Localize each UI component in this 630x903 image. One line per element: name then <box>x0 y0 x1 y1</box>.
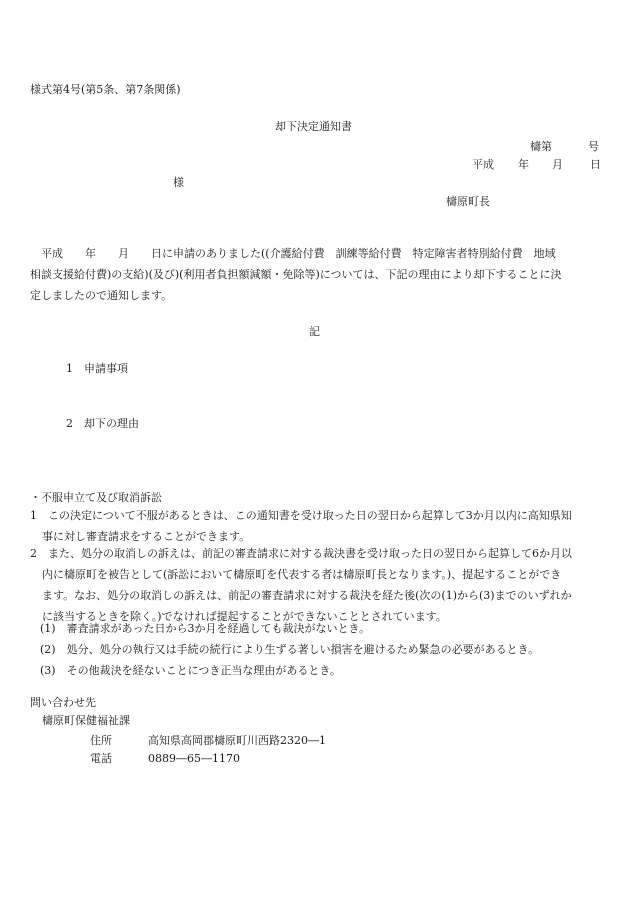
contact-phone-value: 0889―65―1170 <box>148 752 240 765</box>
contact-heading: 問い合わせ先 <box>30 696 96 709</box>
appeal-paragraph-1 <box>30 505 602 547</box>
item-number: 1 <box>66 362 73 375</box>
notice-paragraph <box>30 243 602 306</box>
appeal-line: 事に対し審査請求をすることができます。 <box>42 530 251 543</box>
notice-line: 相談支援給付費)の支給)(及び)(利用者負担額減額・免除等)については、下記の理由により却下することに決 <box>30 268 562 281</box>
date-year-unit: 年 <box>518 158 529 171</box>
item-rejection-reason: 却下の理由 <box>84 417 139 430</box>
contact-address-value: 高知県高岡郡檮原町川西路2320―1 <box>148 734 326 747</box>
document-title: 却下決定通知書 <box>275 120 352 133</box>
contact-department: 檮原町保健福祉課 <box>42 714 130 727</box>
issuer: 檮原町長 <box>446 195 490 208</box>
doc-number-suffix: 号 <box>588 140 599 153</box>
condition-item: (2) 処分、処分の執行又は手続の続行により生ずる著しい損害を避けるため緊急の必要があるとき。 <box>40 643 540 656</box>
appeal-line: 2 また、処分の取消しの訴えは、前記の審査請求に対する裁決書を受け取った日の翌日から起算して6か月以 <box>30 547 572 560</box>
appeal-paragraph-2 <box>30 543 602 627</box>
contact-phone-label: 電話 <box>90 752 112 765</box>
item-application-matter: 申請事項 <box>84 362 128 375</box>
contact-address-label: 住所 <box>90 734 112 747</box>
condition-item: (1) 審査請求があった日から3か月を経過しても裁決がないとき。 <box>40 622 371 635</box>
addressee-suffix: 様 <box>173 176 184 189</box>
ki-heading: 記 <box>309 325 320 338</box>
notice-line: 平成 年 月 日に申請のありました((介護給付費 訓練等給付費 特定障害者特別給付費 地域 <box>30 247 556 260</box>
date-era: 平成 <box>472 158 494 171</box>
appeal-conditions <box>40 618 600 681</box>
appeal-line: に該当するときを除く。)でなければ提起することができないこととされています。 <box>42 610 447 623</box>
appeal-line: ます。なお、処分の取消しの訴えは、前記の審査請求に対する裁決を経た後(次の(1)から(3)までのいずれか <box>42 589 572 602</box>
date-day-unit: 日 <box>590 158 601 171</box>
notice-line: 定しましたので通知します。 <box>30 289 173 302</box>
date-month-unit: 月 <box>552 158 563 171</box>
condition-item: (3) その他裁決を経ないことにつき正当な理由があるとき。 <box>40 664 341 677</box>
form-number: 様式第4号(第5条、第7条関係) <box>30 83 181 96</box>
doc-number-prefix: 檮第 <box>530 140 552 153</box>
appeal-line: 1 この決定について不服があるときは、この通知書を受け取った日の翌日から起算して3か月以内に高知県知 <box>30 509 572 522</box>
appeal-heading: ・不服申立て及び取消訴訟 <box>30 491 162 504</box>
appeal-line: 内に檮原町を被告として(訴訟において檮原町を代表する者は檮原町長となります。)、提起することができ <box>42 568 562 581</box>
item-number: 2 <box>66 417 73 430</box>
